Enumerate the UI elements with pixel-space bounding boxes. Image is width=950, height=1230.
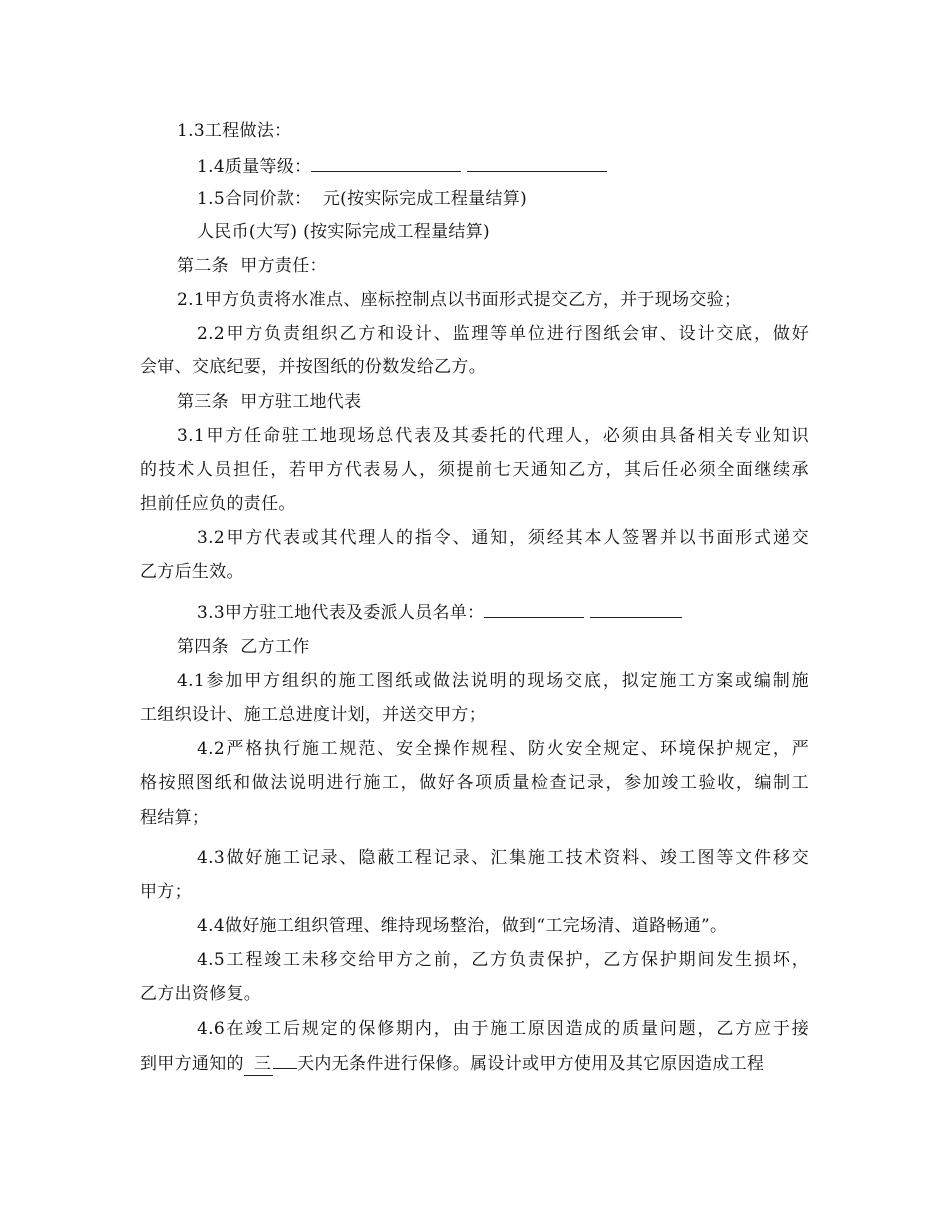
quality-grade-blank-2 [467, 155, 607, 172]
clause-3-2-line-1: 3.2甲方代表或其代理人的指令、通知，须经其本人签署并以书面形式递交 [197, 528, 809, 548]
clause-4-2-line-1: 4.2严格执行施工规范、安全操作规程、防火安全规定、环境保护规定，严 [197, 739, 809, 759]
clause-4-2-line-3: 程结算； [140, 808, 210, 828]
article-3-heading: 第三条 甲方驻工地代表 [177, 392, 362, 412]
clause-3-1-line-2: 的技术人员担任，若甲方代表易人，须提前七天通知乙方，其后任必须全面继续承 [140, 460, 809, 480]
rmb-amount-line: 人民币(大写) (按实际完成工程量结算) [197, 222, 490, 242]
clause-3-1-line-3: 担前任应负的责任。 [140, 494, 296, 514]
clause-4-5-line-1: 4.5工程竣工未移交给甲方之前，乙方负责保护，乙方保护期间发生损坏， [197, 950, 809, 970]
representative-name-blank-1 [484, 601, 584, 618]
clause-4-2-line-2: 格按照图纸和做法说明进行施工，做好各项质量检查记录，参加竣工验收，编制工 [140, 773, 809, 793]
quality-grade-blank-1 [311, 155, 461, 172]
clause-1-3: 1.3工程做法： [177, 121, 292, 141]
clause-4-4: 4.4做好施工组织管理、维持现场整治，做到“工完场清、道路畅通”。 [197, 916, 728, 936]
clause-3-2-line-2: 乙方后生效。 [140, 562, 244, 582]
clause-1-4-label: 1.4质量等级： [197, 157, 312, 177]
clause-4-1-line-1: 4.1参加甲方组织的施工图纸或做法说明的现场交底，拟定施工方案或编制施 [177, 671, 809, 691]
clause-4-3-line-2: 甲方； [140, 882, 192, 902]
warranty-days-blank-tail [273, 1052, 297, 1069]
clause-2-2-line-1: 2.2甲方负责组织乙方和设计、监理等单位进行图纸会审、设计交底，做好 [197, 324, 809, 344]
clause-4-6-line-1: 4.6在竣工后规定的保修期内，由于施工原因造成的质量问题，乙方应于接 [197, 1019, 809, 1039]
article-2-heading: 第二条 甲方责任： [177, 256, 327, 276]
clause-4-3-line-1: 4.3做好施工记录、隐蔽工程记录、汇集施工技术资料、竣工图等文件移交 [197, 848, 809, 868]
warranty-days-fill-in: 三 [244, 1053, 273, 1076]
clause-4-5-line-2: 乙方出资修复。 [140, 984, 262, 1004]
clause-2-2-line-2: 会审、交底纪要，并按图纸的份数发给乙方。 [140, 357, 486, 377]
clause-4-6-line-2-suffix: 天内无条件进行保修。属设计或甲方使用及其它原因造成工程 [297, 1054, 765, 1074]
clause-4-6-line-2 [140, 1052, 764, 1076]
clause-3-3-label: 3.3甲方驻工地代表及委派人员名单： [197, 603, 485, 623]
representative-name-blank-2 [590, 601, 682, 618]
clause-4-6-line-2-prefix: 到甲方通知的 [140, 1054, 244, 1074]
clause-1-4 [197, 155, 607, 178]
clause-3-1-line-1: 3.1甲方任命驻工地现场总代表及其委托的代理人，必须由具备相关专业知识 [177, 426, 809, 446]
clause-4-1-line-2: 工组织设计、施工总进度计划，并送交甲方； [140, 705, 486, 725]
clause-1-5: 1.5合同价款： 元(按实际完成工程量结算) [197, 189, 528, 209]
clause-2-1: 2.1甲方负责将水准点、座标控制点以书面形式提交乙方，并于现场交验； [177, 290, 742, 310]
clause-3-3 [197, 601, 682, 624]
article-4-heading: 第四条 乙方工作 [177, 637, 310, 657]
